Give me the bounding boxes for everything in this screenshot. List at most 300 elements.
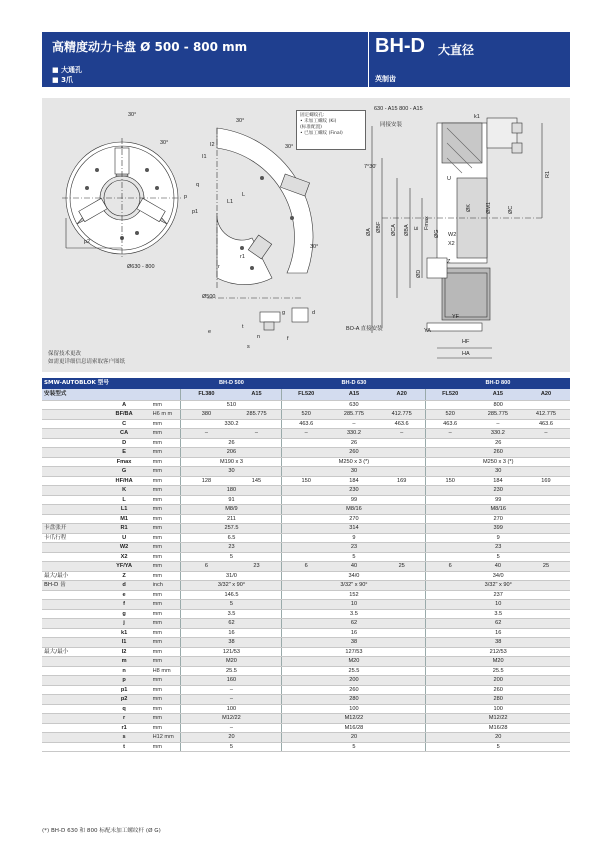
dim-p2: p2 — [84, 239, 91, 245]
dim-f: f — [287, 336, 289, 342]
row-label — [42, 552, 98, 562]
row-unit: mm — [151, 419, 181, 429]
row-value: M20 — [181, 657, 282, 667]
dim-oC: ØC — [508, 205, 514, 214]
row-value: 463.6 — [522, 419, 570, 429]
row-value: 260 — [426, 685, 570, 695]
row-label — [42, 609, 98, 619]
row-value: 412.775 — [378, 410, 426, 420]
row-value: 280 — [282, 695, 426, 705]
dim-t: t — [242, 324, 244, 330]
row-symbol: HF/HA — [98, 476, 151, 486]
row-unit: inch — [151, 581, 181, 591]
table-row — [42, 638, 570, 648]
row-unit: mm — [151, 543, 181, 553]
row-symbol: p1 — [98, 685, 151, 695]
row-label — [42, 467, 98, 477]
table-row — [42, 457, 570, 467]
row-label — [42, 514, 98, 524]
row-symbol: G — [98, 467, 151, 477]
table-row — [42, 666, 570, 676]
dim-d500: Ø500 — [202, 294, 216, 300]
header-bhd500: BH-D 500 — [181, 378, 282, 389]
row-value: 128 — [181, 476, 232, 486]
row-label — [42, 619, 98, 629]
row-symbol: p — [98, 676, 151, 686]
dim-X2: X2 — [448, 241, 455, 247]
row-symbol: q — [98, 704, 151, 714]
row-symbol: p2 — [98, 695, 151, 705]
row-symbol: I2 — [98, 647, 151, 657]
table-row — [42, 400, 570, 410]
row-unit: mm — [151, 742, 181, 752]
row-value: 200 — [282, 676, 426, 686]
dim-I1: I1 — [202, 154, 207, 160]
row-unit: mm — [151, 533, 181, 543]
technical-drawing — [42, 98, 570, 372]
row-value: M250 x 3 (*) — [426, 457, 570, 467]
row-value: M16/28 — [282, 723, 426, 733]
row-value: M190 x 3 — [181, 457, 282, 467]
row-label — [42, 600, 98, 610]
table-row — [42, 581, 570, 591]
dim-L1: L1 — [227, 199, 234, 205]
table-row — [42, 647, 570, 657]
dim-Z: Z — [447, 259, 451, 265]
table-row — [42, 505, 570, 515]
dim-angle-2: 30° — [160, 140, 169, 146]
header-mount-4: A15 — [330, 389, 378, 400]
table-row — [42, 419, 570, 429]
dim-r: r — [218, 264, 220, 270]
row-symbol: j — [98, 619, 151, 629]
row-label — [42, 457, 98, 467]
legend-line: • 已加工螺纹 (Final) — [300, 131, 343, 136]
dim-E: E — [414, 226, 420, 230]
row-symbol: d — [98, 581, 151, 591]
header-banner — [42, 32, 570, 87]
direct-mount-note: BO-A 直接安装 — [346, 326, 383, 332]
row-value: 270 — [282, 514, 426, 524]
row-value: 91 — [181, 495, 282, 505]
row-unit: mm — [151, 695, 181, 705]
table-row — [42, 552, 570, 562]
row-symbol: r1 — [98, 723, 151, 733]
row-unit: mm — [151, 562, 181, 572]
dim-oBF: ØBF — [376, 221, 382, 233]
dim-YA: YA — [424, 328, 431, 334]
table-row — [42, 486, 570, 496]
dim-d630: Ø630 - 800 — [127, 264, 155, 270]
row-value: 260 — [426, 448, 570, 458]
row-value: 160 — [181, 676, 282, 686]
row-value: 3/32" x 90° — [282, 581, 426, 591]
row-unit: H6 m m — [151, 410, 181, 420]
header-model-type: SMW-AUTOBLOK 型号 — [42, 378, 181, 389]
row-value: 260 — [282, 685, 426, 695]
header-mount-6: FL520 — [426, 389, 474, 400]
row-symbol: CA — [98, 429, 151, 439]
row-value: 463.6 — [378, 419, 426, 429]
row-symbol: e — [98, 590, 151, 600]
row-value: 23 — [181, 543, 282, 553]
legend-line: (标准配置) — [300, 125, 322, 130]
row-symbol: W2 — [98, 543, 151, 553]
row-value: 100 — [426, 704, 570, 714]
row-symbol: D — [98, 438, 151, 448]
row-symbol: Z — [98, 571, 151, 581]
row-unit: mm — [151, 467, 181, 477]
row-value: 330.2 — [330, 429, 378, 439]
row-value: M8/9 — [181, 505, 282, 515]
row-label — [42, 714, 98, 724]
table-row — [42, 467, 570, 477]
row-value: 3.5 — [181, 609, 282, 619]
row-value: 34/0 — [282, 571, 426, 581]
row-unit: mm — [151, 457, 181, 467]
row-value: 257.5 — [181, 524, 282, 534]
row-label: 卡爪行程 — [42, 533, 98, 543]
dim-I2: I2 — [210, 142, 215, 148]
row-value: 230 — [426, 486, 570, 496]
row-value: 184 — [330, 476, 378, 486]
row-value: 121/53 — [181, 647, 282, 657]
row-value: 30 — [426, 467, 570, 477]
row-symbol: f — [98, 600, 151, 610]
row-unit: mm — [151, 628, 181, 638]
row-label — [42, 666, 98, 676]
row-unit: mm — [151, 657, 181, 667]
table-row — [42, 448, 570, 458]
table-row — [42, 495, 570, 505]
row-label: 最大/最小 — [42, 647, 98, 657]
row-label — [42, 505, 98, 515]
dim-oBA: ØBA — [404, 224, 410, 236]
row-value: 6 — [181, 562, 232, 572]
row-value: – — [181, 723, 282, 733]
row-value: 25 — [522, 562, 570, 572]
row-value: 20 — [282, 733, 426, 743]
row-value: 31/0 — [181, 571, 282, 581]
row-label — [42, 419, 98, 429]
row-unit: mm — [151, 400, 181, 410]
dim-s: s — [247, 344, 250, 350]
dim-oG: ØG — [434, 229, 440, 238]
dim-angle-4: 30° — [285, 144, 294, 150]
row-value: 6.5 — [181, 533, 282, 543]
row-symbol: t — [98, 742, 151, 752]
row-value: M12/22 — [426, 714, 570, 724]
row-value: 26 — [282, 438, 426, 448]
row-value: 5 — [282, 742, 426, 752]
row-unit: mm — [151, 571, 181, 581]
row-value: 237 — [426, 590, 570, 600]
row-unit: mm — [151, 638, 181, 648]
row-value: – — [181, 685, 282, 695]
row-value: 100 — [181, 704, 282, 714]
header-bhd800: BH-D 800 — [426, 378, 570, 389]
row-value: 99 — [426, 495, 570, 505]
row-symbol: A — [98, 400, 151, 410]
row-label — [42, 590, 98, 600]
row-unit: H8 mm — [151, 666, 181, 676]
row-value: 62 — [181, 619, 282, 629]
dim-Fmax: Fmax — [424, 216, 430, 230]
row-value: M8/16 — [426, 505, 570, 515]
row-value: 463.6 — [426, 419, 474, 429]
legend-line: 固定螺纹孔: — [300, 113, 325, 118]
row-value: 16 — [181, 628, 282, 638]
row-value: 127/53 — [282, 647, 426, 657]
row-symbol: m — [98, 657, 151, 667]
footnote: (*) BH-D 630 和 800 标配未加工螺纹杆 (Ø G) — [42, 828, 161, 834]
row-label — [42, 410, 98, 420]
page-title: 高精度动力卡盘 Ø 500 - 800 mm — [52, 40, 248, 54]
row-value: 285.775 — [330, 410, 378, 420]
table-row — [42, 543, 570, 553]
row-value: – — [231, 429, 282, 439]
row-unit: mm — [151, 495, 181, 505]
row-symbol: E — [98, 448, 151, 458]
row-value: 6 — [282, 562, 330, 572]
row-symbol: BF/BA — [98, 410, 151, 420]
row-value: 285.775 — [474, 410, 522, 420]
dim-angle-3: 30° — [236, 118, 245, 124]
row-value: M12/22 — [282, 714, 426, 724]
row-value: M8/16 — [282, 505, 426, 515]
row-symbol: C — [98, 419, 151, 429]
row-label: 最大/最小 — [42, 571, 98, 581]
row-value: 16 — [426, 628, 570, 638]
header-divider — [368, 32, 369, 87]
row-value: – — [282, 429, 330, 439]
row-symbol: r — [98, 714, 151, 724]
table-row — [42, 571, 570, 581]
row-value: 150 — [426, 476, 474, 486]
row-value: M20 — [426, 657, 570, 667]
row-value: 9 — [426, 533, 570, 543]
row-symbol: M1 — [98, 514, 151, 524]
row-value: 26 — [181, 438, 282, 448]
row-value: 30 — [181, 467, 282, 477]
row-label — [42, 638, 98, 648]
header-bhd630: BH-D 630 — [282, 378, 426, 389]
legend-line: • 未加工螺纹 (Ki) — [300, 119, 337, 124]
row-value: 99 — [282, 495, 426, 505]
dim-U: U — [447, 176, 451, 182]
row-unit: mm — [151, 438, 181, 448]
dim-oM1: ØM1 — [486, 202, 492, 214]
row-label — [42, 448, 98, 458]
row-value: 20 — [181, 733, 282, 743]
dim-p1: p1 — [192, 209, 199, 215]
row-unit: mm — [151, 524, 181, 534]
row-unit: mm — [151, 723, 181, 733]
row-value: 26 — [426, 438, 570, 448]
row-label — [42, 562, 98, 572]
row-symbol: g — [98, 609, 151, 619]
table-row — [42, 714, 570, 724]
row-unit: mm — [151, 590, 181, 600]
row-label — [42, 429, 98, 439]
table-header-models — [42, 378, 570, 389]
row-symbol: R1 — [98, 524, 151, 534]
row-value: 16 — [282, 628, 426, 638]
table-row — [42, 695, 570, 705]
row-value: 40 — [474, 562, 522, 572]
dim-W2: W2 — [448, 232, 457, 238]
row-label — [42, 476, 98, 486]
row-value: 330.2 — [474, 429, 522, 439]
row-symbol: Fmax — [98, 457, 151, 467]
row-symbol: K — [98, 486, 151, 496]
row-symbol: k1 — [98, 628, 151, 638]
spec-table — [42, 378, 570, 752]
table-row — [42, 685, 570, 695]
dim-L: L — [242, 192, 246, 198]
row-value: 5 — [181, 742, 282, 752]
row-label: BH-D 齿 — [42, 581, 98, 591]
dim-r1: r1 — [240, 254, 245, 260]
row-value: 180 — [181, 486, 282, 496]
row-value: 380 — [181, 410, 232, 420]
row-value: 399 — [426, 524, 570, 534]
table-row — [42, 590, 570, 600]
table-row — [42, 733, 570, 743]
row-value: 38 — [282, 638, 426, 648]
feature-bullet-2: ■ 3爪 — [52, 76, 73, 84]
row-value: 38 — [181, 638, 282, 648]
row-value: 23 — [231, 562, 282, 572]
row-value: 520 — [282, 410, 330, 420]
row-label — [42, 657, 98, 667]
table-row — [42, 524, 570, 534]
row-value: 40 — [330, 562, 378, 572]
row-value: 520 — [426, 410, 474, 420]
row-value: 30 — [282, 467, 426, 477]
row-value: M20 — [282, 657, 426, 667]
row-value: 169 — [522, 476, 570, 486]
table-row — [42, 600, 570, 610]
feature-bullet-1: ■ 大通孔 — [52, 66, 83, 74]
table-row — [42, 742, 570, 752]
row-unit: mm — [151, 714, 181, 724]
dim-HA: HA — [462, 351, 470, 357]
row-value: 200 — [426, 676, 570, 686]
row-symbol: L1 — [98, 505, 151, 515]
row-label — [42, 676, 98, 686]
row-value: 10 — [426, 600, 570, 610]
row-value: 270 — [426, 514, 570, 524]
row-label — [42, 543, 98, 553]
table-row — [42, 476, 570, 486]
row-value: 25.5 — [181, 666, 282, 676]
dim-oA: ØA — [366, 228, 372, 236]
row-value: 3.5 — [282, 609, 426, 619]
dim-k1: k1 — [474, 114, 480, 120]
dim-e: e — [208, 329, 212, 335]
row-unit: mm — [151, 505, 181, 515]
row-label: 卡盘张开 — [42, 524, 98, 534]
table-row — [42, 438, 570, 448]
row-label — [42, 733, 98, 743]
row-value: 9 — [282, 533, 426, 543]
row-value: M12/22 — [181, 714, 282, 724]
row-value: M250 x 3 (*) — [282, 457, 426, 467]
header-mount-8: A20 — [522, 389, 570, 400]
row-value: 184 — [474, 476, 522, 486]
dim-angle-7: 7°30' — [364, 164, 377, 170]
row-unit: mm — [151, 476, 181, 486]
dim-angle-5: 30° — [310, 244, 319, 250]
row-value: – — [474, 419, 522, 429]
row-unit: mm — [151, 609, 181, 619]
row-symbol: s — [98, 733, 151, 743]
row-label — [42, 723, 98, 733]
row-symbol: X2 — [98, 552, 151, 562]
row-value: 152 — [282, 590, 426, 600]
row-value: 25 — [378, 562, 426, 572]
row-value: – — [426, 429, 474, 439]
row-symbol: U — [98, 533, 151, 543]
row-value: 6 — [426, 562, 474, 572]
row-unit: mm — [151, 448, 181, 458]
row-symbol: I1 — [98, 638, 151, 648]
row-unit: mm — [151, 619, 181, 629]
table-row — [42, 704, 570, 714]
dim-d: d — [312, 310, 316, 316]
row-value: 260 — [282, 448, 426, 458]
row-value: 412.775 — [522, 410, 570, 420]
row-value: 463.6 — [282, 419, 330, 429]
row-value: 25.5 — [426, 666, 570, 676]
table-row — [42, 410, 570, 420]
row-unit: mm — [151, 600, 181, 610]
row-unit: mm — [151, 429, 181, 439]
row-value: 3.5 — [426, 609, 570, 619]
flange-note: 同接安装 — [380, 122, 403, 128]
dim-oD: ØD — [416, 269, 422, 278]
row-value: 145 — [231, 476, 282, 486]
table-row — [42, 609, 570, 619]
row-label — [42, 438, 98, 448]
row-value: 23 — [282, 543, 426, 553]
row-value: – — [330, 419, 378, 429]
dim-g: g — [282, 310, 286, 316]
row-value: 330.2 — [181, 419, 282, 429]
row-value: 38 — [426, 638, 570, 648]
tooth-type-note: 英制齿 — [375, 75, 396, 83]
row-value: 10 — [282, 600, 426, 610]
row-value: 314 — [282, 524, 426, 534]
dim-R1: R1 — [545, 170, 551, 178]
dim-angle-1: 30° — [128, 112, 137, 118]
model-name: BH-D — [375, 35, 425, 57]
row-label — [42, 695, 98, 705]
row-unit: mm — [151, 647, 181, 657]
row-value: 206 — [181, 448, 282, 458]
row-label — [42, 486, 98, 496]
table-row — [42, 533, 570, 543]
row-label — [42, 685, 98, 695]
table-row — [42, 562, 570, 572]
row-symbol: YF/YA — [98, 562, 151, 572]
table-row — [42, 429, 570, 439]
row-value: 5 — [181, 552, 282, 562]
row-value: 211 — [181, 514, 282, 524]
row-value: 100 — [282, 704, 426, 714]
table-header-mount — [42, 389, 570, 400]
